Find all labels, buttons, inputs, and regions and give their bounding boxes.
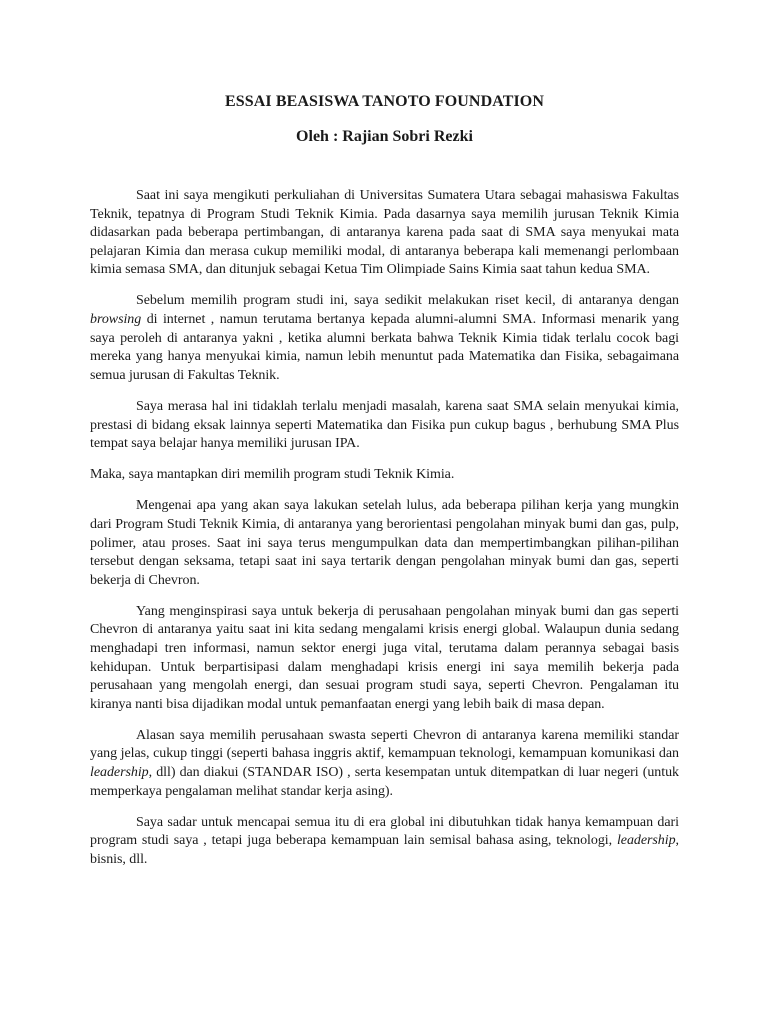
text-run: Saya merasa hal ini tidaklah terlalu menjadi masalah, karena saat SMA selain menyukai kimia, prestasi di bidang eksak lainnya seperti Matematika dan Fisika pun cukup bagus , berhubung SMA Plus tempat saya belajar hanya memiliki jurusan IPA.	[90, 398, 679, 452]
text-run: Yang menginspirasi saya untuk bekerja di perusahaan pengolahan minyak bumi dan gas seperti Chevron di antaranya yaitu saat ini kita sedang mengalami krisis energi global. Walaupun dunia sedang menghadapi tren informasi, namun sektor energi juga vital, terutama dalam perannya sebagai basis kehidupan. Untuk berpartisipasi dalam menghadapi krisis energi ini saya memilih bekerja pada perusahaan yang mengolah energi, dan sesuai program studi saya, seperti Chevron. Pengalaman itu kiranya nanti bisa dijadikan modal untuk pemanfaatan energi yang lebih baik di masa depan.	[90, 603, 679, 712]
paragraph	[90, 292, 679, 385]
text-run: Saat ini saya mengikuti perkuliahan di Universitas Sumatera Utara sebagai mahasiswa Fakultas Teknik, tepatnya di Program Studi Teknik Kimia. Pada dasarnya saya memilih jurusan Teknik Kimia didasarkan pada beberapa pertimbangan, di antaranya karena pada saat di SMA saya menyukai mata pelajaran Kimia dan merasa cukup memiliki modal, di antaranya beberapa kali memenangi perlombaan kimia semasa SMA, dan ditunjuk sebagai Ketua Tim Olimpiade Sains Kimia saat tahun kedua SMA.	[90, 188, 679, 278]
text-run: Sebelum memilih program studi ini, saya sedikit melakukan riset kecil, di antaranya dengan	[136, 293, 679, 309]
italic-text-run: leadership	[90, 765, 149, 781]
document-author: Oleh : Rajian Sobri Rezki	[296, 128, 473, 145]
text-run: di internet , namun terutama bertanya kepada alumni-alumni SMA. Informasi menarik yang saya peroleh di antaranya yakni , ketika alumni berkata bahwa Teknik Kimia tidak terlalu cocok bagi mereka yang hanya menyukai kimia, namun lebih menuntut pada Matematika dan Fisika, sebagaimana semua jurusan di Fakultas Teknik.	[90, 312, 679, 383]
italic-text-run: browsing	[90, 312, 142, 328]
document-body	[90, 187, 679, 870]
text-run: Saya sadar untuk mencapai semua itu di era global ini dibutuhkan tidak hanya kemampuan dari program studi saya , tetapi juga beberapa kemampuan lain semisal bahasa asing, teknologi,	[90, 814, 679, 849]
document-title: ESSAI BEASISWA TANOTO FOUNDATION	[225, 93, 544, 110]
italic-text-run: leadership	[616, 833, 676, 849]
paragraph	[90, 187, 679, 280]
paragraph	[90, 466, 679, 485]
paragraph	[90, 497, 679, 590]
text-run: , dll) dan diakui (STANDAR ISO) , serta kesempatan untuk ditempatkan di luar negeri (untuk memperkaya pengalaman melihat standar kerja asing).	[90, 765, 679, 799]
text-run: Alasan saya memilih perusahaan swasta seperti Chevron di antaranya karena memiliki standar yang jelas, cukup tinggi (seperti bahasa inggris aktif, kemampuan teknologi, kemampuan komunikasi dan	[90, 727, 679, 762]
text-run: Maka, saya mantapkan diri memilih program studi Teknik Kimia.	[90, 467, 455, 483]
paragraph	[90, 398, 679, 454]
paragraph	[90, 727, 679, 801]
text-run: , bisnis, dll.	[90, 833, 679, 867]
paragraph	[90, 603, 679, 715]
paragraph	[90, 814, 679, 870]
text-run: Mengenai apa yang akan saya lakukan setelah lulus, ada beberapa pilihan kerja yang mungkin dari Program Studi Teknik Kimia, di antaranya yang berorientasi pengolahan minyak bumi dan gas, pulp, polimer, atau proses. Saat ini saya terus mengumpulkan data dan mempertimbangkan pilihan-pilihan tersebut dengan seksama, tetapi saat ini saya tertarik dengan pengolahan minyak bumi dan gas, seperti bekerja di Chevron.	[90, 498, 679, 588]
